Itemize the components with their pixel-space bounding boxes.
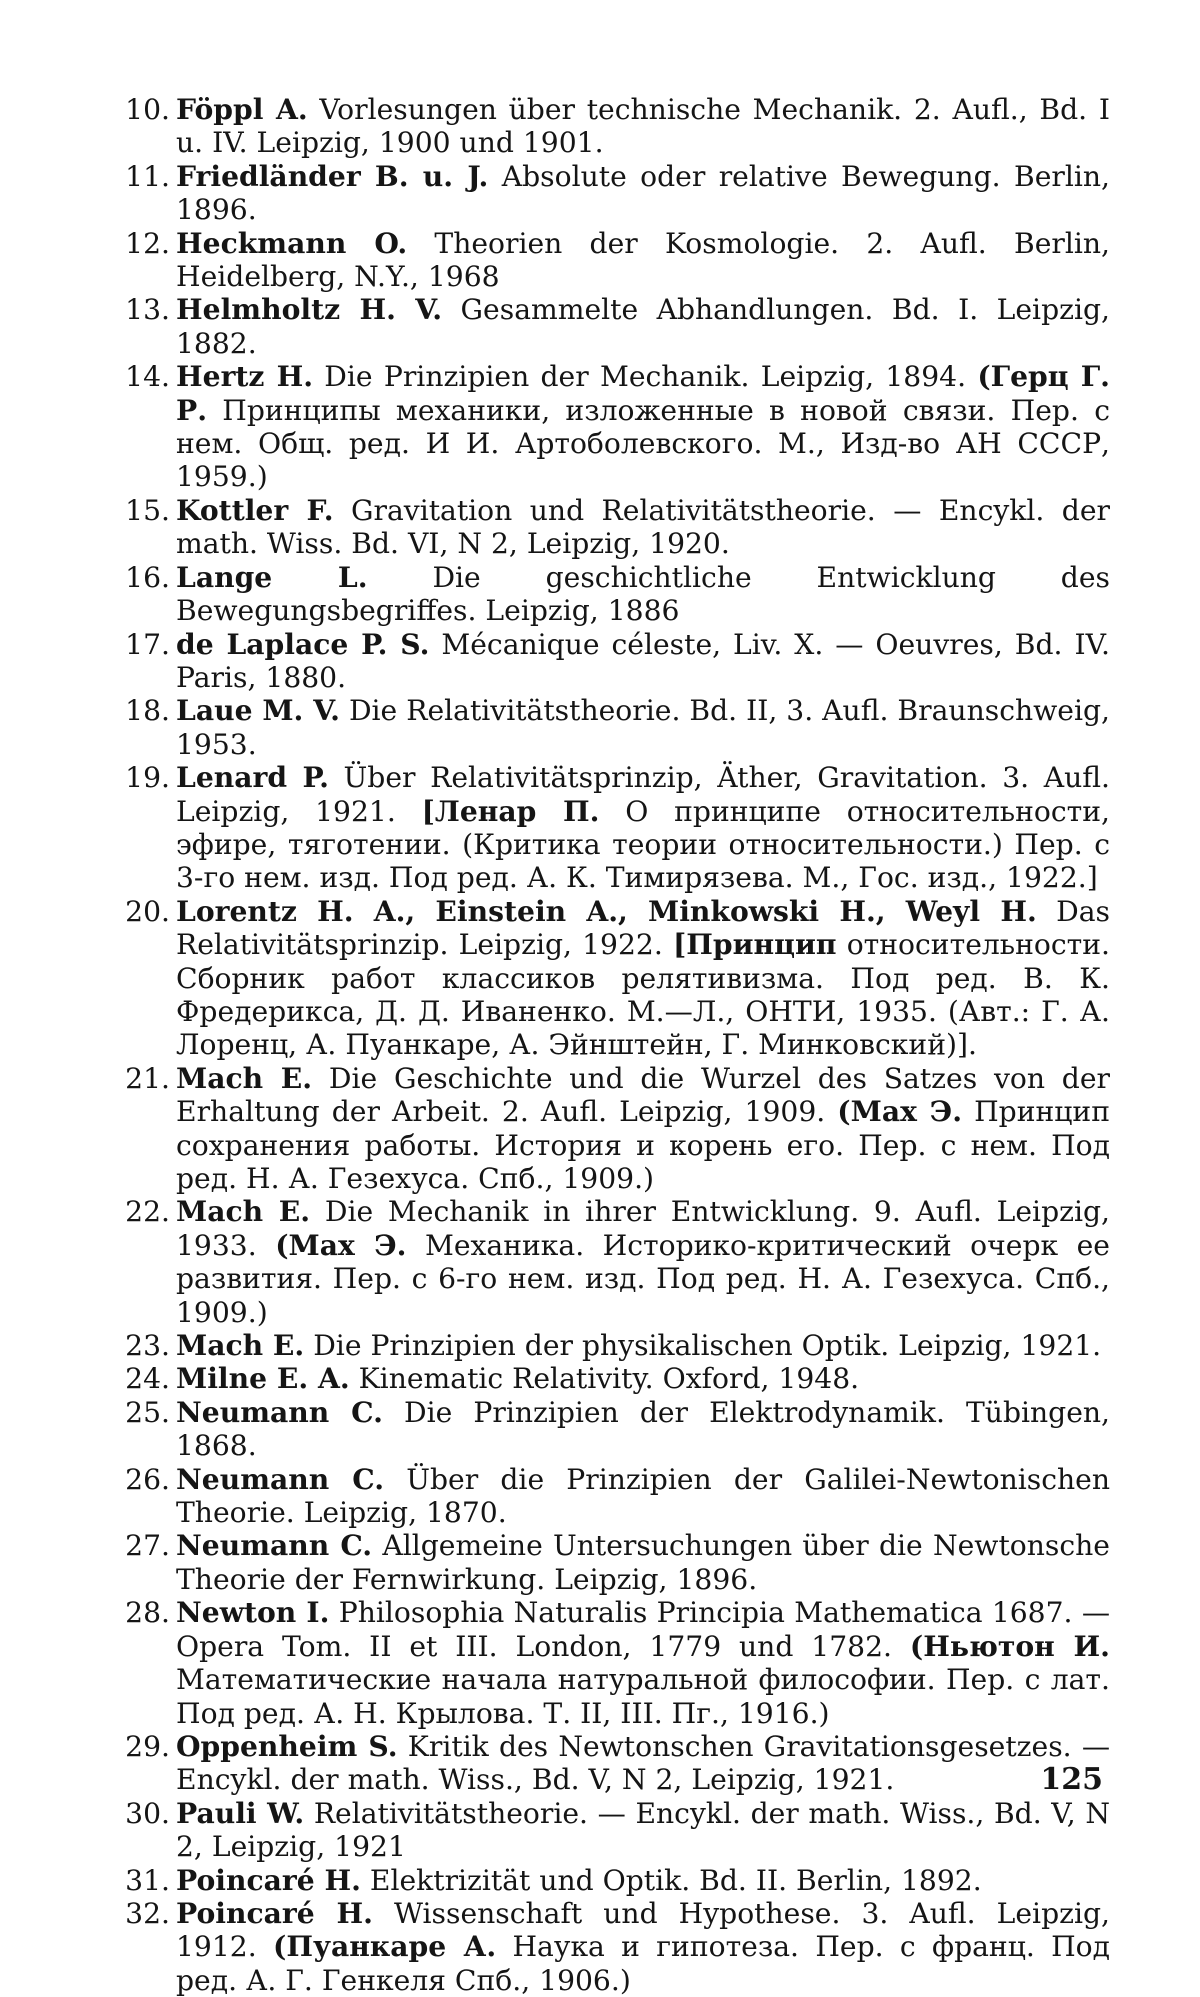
reference-text: Theorien der Kosmologie. 2. Aufl. Berlin, Heidelberg, N.Y., 1968 xyxy=(176,226,1110,294)
translation-author: (Ньютон И. xyxy=(909,1629,1110,1663)
reference-author: Hertz H. xyxy=(176,360,314,394)
reference-author: de Laplace P. S. xyxy=(176,627,430,661)
reference-text: Die Mechanik in ihrer Entwicklung. 9. Aufl. Leipzig, 1933. xyxy=(176,1195,1110,1262)
reference-number: 12. xyxy=(125,226,170,260)
reference-text: Die Prinzipien der Elektrodynamik. Tübingen, 1868. xyxy=(176,1395,1110,1463)
reference-author: Heckmann O. xyxy=(176,226,408,260)
reference-text: Kinematic Relativity. Oxford, 1948. xyxy=(358,1362,860,1396)
reference-text: Über die Prinzipien der Galilei-Newtonischen Theorie. Leipzig, 1870. xyxy=(176,1462,1110,1530)
translation-text: относительности. Сборник работ классиков релятивизма. Под ред. В. К. Фредерикса, Д. Д. Иваненко. М.—Л., ОНТИ, 1935. (Авт.: Г. А. Лоренц, А. Пуанкаре, А. Эйнштейн, Г. Минковский)]. xyxy=(176,928,1111,1062)
reference-number: 25. xyxy=(125,1395,170,1429)
translation-text: Наука и гипотеза. Пер. с франц. Под ред. А. Г. Генкеля Спб., 1906.) xyxy=(176,1930,1111,1997)
reference-author: Neumann C. xyxy=(176,1462,385,1496)
reference-text: Kritik des Newtonschen Gravitationsgesetzes. — Encykl. der math. Wiss., Bd. V, N 2, Leipzig, 1921. xyxy=(176,1729,1111,1797)
reference-text: Philosophia Naturalis Principia Mathematica 1687. — Opera Tom. II et III. London, 1779 und 1782. xyxy=(176,1596,1111,1663)
reference-entry xyxy=(125,1395,1110,1463)
reference-author: Poincaré H. xyxy=(176,1863,361,1897)
translation-text: Механика. Историко-критический очерк ее развития. Пер. с 6-го нем. изд. Под ред. Н. А. Гезехуса. Спб., 1909.) xyxy=(176,1228,1110,1329)
reference-entry xyxy=(125,1061,1110,1196)
reference-number: 23. xyxy=(125,1329,170,1363)
reference-author: Newton I. xyxy=(176,1596,330,1630)
reference-number: 32. xyxy=(125,1896,170,1930)
reference-number: 14. xyxy=(125,360,170,394)
reference-author: Mach E. xyxy=(176,1195,311,1229)
reference-entry xyxy=(125,159,1110,227)
translation-author: [Принцип xyxy=(672,928,837,962)
reference-entry xyxy=(125,1863,1110,1897)
reference-author: Oppenheim S. xyxy=(176,1729,398,1763)
reference-entry xyxy=(125,1462,1110,1530)
reference-number: 22. xyxy=(125,1195,170,1229)
reference-number: 30. xyxy=(125,1796,170,1830)
translation-text: Принципы механики, изложенные в новой связи. Пер. с нем. Общ. ред. И И. Артоболевского. М., Изд-во АН СССР, 1959.) xyxy=(176,393,1110,494)
reference-list xyxy=(125,93,1111,1997)
reference-number: 11. xyxy=(125,159,170,193)
reference-text: Allgemeine Untersuchungen über die Newtonsche Theorie der Fernwirkung. Leipzig, 1896. xyxy=(176,1529,1110,1596)
translation-author: (Пуанкаре А. xyxy=(273,1930,497,1964)
reference-text: Mécanique céleste, Liv. X. — Oeuvres, Bd. IV. Paris, 1880. xyxy=(176,627,1110,694)
reference-number: 27. xyxy=(125,1529,170,1563)
reference-number: 24. xyxy=(125,1362,170,1396)
reference-text: Das Relativitätsprinzip. Leipzig, 1922. xyxy=(176,894,1110,962)
reference-number: 21. xyxy=(125,1061,170,1095)
reference-entry xyxy=(125,360,1110,494)
reference-text: Wissenschaft und Hypothese. 3. Aufl. Leipzig, 1912. xyxy=(176,1896,1110,1964)
reference-number: 29. xyxy=(125,1729,170,1763)
reference-entry xyxy=(125,1362,1110,1396)
reference-text: Gesammelte Abhandlungen. Bd. I. Leipzig, 1882. xyxy=(176,293,1110,360)
reference-entry xyxy=(125,1529,1110,1596)
translation-text: Принцип сохранения работы. История и корень его. Пер. с нем. Под ред. Н. А. Гезехуса. Спб., 1909.) xyxy=(176,1095,1110,1195)
reference-entry xyxy=(125,1896,1111,1997)
reference-text: Gravitation und Relativitätstheorie. — Encykl. der math. Wiss. Bd. VI, N 2, Leipzig, 1920. xyxy=(176,493,1110,561)
reference-text: Die Geschichte und die Wurzel des Satzes von der Erhaltung der Arbeit. 2. Aufl. Leipzig, 1909. xyxy=(176,1061,1110,1129)
reference-author: Mach E. xyxy=(176,1329,305,1363)
reference-entry xyxy=(125,627,1110,695)
reference-author: Neumann C. xyxy=(176,1395,383,1429)
reference-author: Lorentz H. A., Einstein A., Minkowski H., Weyl H. xyxy=(176,894,1037,928)
reference-number: 19. xyxy=(125,761,170,795)
reference-text: Die Relativitätstheorie. Bd. II, 3. Aufl. Braunschweig, 1953. xyxy=(176,694,1110,761)
reference-text: Die Prinzipien der Mechanik. Leipzig, 1894. xyxy=(324,360,967,394)
reference-author: Poincaré H. xyxy=(176,1896,373,1930)
translation-author: (Герц Г. Р. xyxy=(176,360,1110,427)
reference-text: Relativitätstheorie. — Encykl. der math. Wiss., Bd. V, N 2, Leipzig, 1921 xyxy=(176,1796,1110,1864)
reference-author: Helmholtz H. V. xyxy=(176,293,443,327)
reference-entry xyxy=(125,293,1110,360)
reference-author: Lange L. xyxy=(176,560,368,594)
reference-entry xyxy=(125,894,1111,1062)
reference-entry xyxy=(125,1796,1110,1864)
reference-entry xyxy=(125,1729,1111,1797)
reference-number: 13. xyxy=(125,293,170,327)
reference-author: Friedländer B. u. J. xyxy=(176,159,489,193)
reference-entry xyxy=(125,1596,1111,1730)
reference-entry xyxy=(125,560,1110,628)
reference-entry xyxy=(125,694,1110,761)
translation-author: [Ленар П. xyxy=(421,794,600,828)
reference-number: 20. xyxy=(125,894,170,928)
reference-entry xyxy=(125,226,1110,294)
reference-number: 26. xyxy=(125,1462,170,1496)
reference-text: Die Prinzipien der physikalischen Optik. Leipzig, 1921. xyxy=(313,1329,1102,1363)
reference-text: Die geschichtliche Entwicklung des Bewegungsbegriffes. Leipzig, 1886 xyxy=(176,560,1110,628)
reference-number: 16. xyxy=(125,560,170,594)
reference-entry xyxy=(125,93,1110,160)
reference-text: Vorlesungen über technische Mechanik. 2. Aufl., Bd. I u. IV. Leipzig, 1900 und 1901. xyxy=(176,93,1110,160)
reference-number: 18. xyxy=(125,694,170,728)
reference-entry xyxy=(125,1329,1110,1363)
reference-text: Elektrizität und Optik. Bd. II. Berlin, 1892. xyxy=(369,1863,982,1897)
reference-number: 17. xyxy=(125,627,170,661)
translation-text: Математические начала натуральной философии. Пер. с лат. Под ред. А. Н. Крылова. Т. II, III. Пг., 1916.) xyxy=(176,1663,1110,1730)
translation-author: (Мах Э. xyxy=(837,1095,963,1129)
page-number: 125 xyxy=(1040,1762,1103,1797)
reference-entry xyxy=(125,761,1111,895)
reference-author: Pauli W. xyxy=(176,1796,305,1830)
reference-text: Über Relativitätsprinzip, Äther, Gravitation. 3. Aufl. Leipzig, 1921. xyxy=(176,761,1110,828)
translation-text: О принципе относительности, эфире, тяготении. (Критика теории относительности.) Пер. с 3-го нем. изд. Под ред. А. К. Тимирязева. М., Гос. изд., 1922.] xyxy=(176,794,1111,895)
reference-author: Föppl A. xyxy=(176,93,308,126)
reference-number: 10. xyxy=(125,93,170,126)
translation-author: (Мах Э. xyxy=(275,1228,407,1262)
reference-author: Kottler F. xyxy=(176,493,334,527)
reference-author: Mach E. xyxy=(176,1061,313,1095)
reference-author: Laue M. V. xyxy=(176,694,340,728)
reference-author: Neumann C. xyxy=(176,1529,373,1563)
reference-author: Milne E. A. xyxy=(176,1362,350,1396)
reference-text: Absolute oder relative Bewegung. Berlin, 1896. xyxy=(176,159,1110,227)
reference-entry xyxy=(125,493,1110,561)
reference-entry xyxy=(125,1195,1110,1329)
reference-author: Lenard P. xyxy=(176,761,329,795)
reference-number: 28. xyxy=(125,1596,170,1630)
reference-number: 15. xyxy=(125,493,170,527)
reference-number: 31. xyxy=(125,1863,170,1897)
